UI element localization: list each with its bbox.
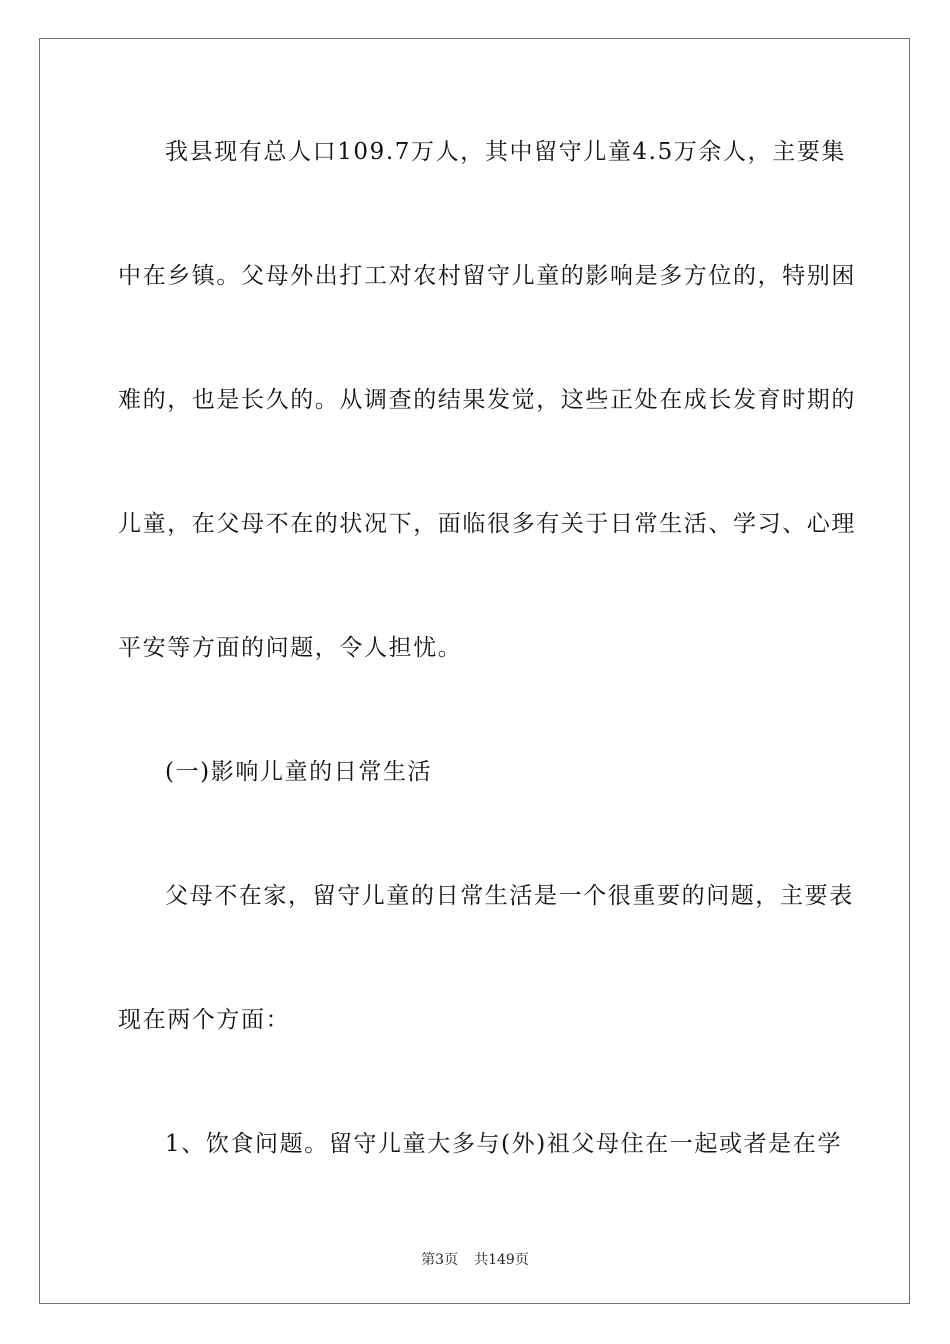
paragraph-line: 我县现有总人口109.7万人，其中留守儿童4.5万余人，主要集 — [165, 139, 847, 165]
paragraph-line: 1、饮食问题。留守儿童大多与(外)祖父母住在一起或者是在学 — [165, 1131, 842, 1157]
paragraph-line: 儿童，在父母不在的状况下，面临很多有关于日常生活、学习、心理 — [118, 511, 856, 537]
page-number-current: 第3页 — [421, 1252, 459, 1268]
paragraph-line: 难的，也是长久的。从调查的结果发觉，这些正处在成长发育时期的 — [118, 387, 856, 413]
section-heading: (一)影响儿童的日常生活 — [165, 759, 433, 785]
paragraph-line: 平安等方面的问题，令人担忧。 — [118, 635, 463, 661]
page-footer — [0, 1249, 950, 1269]
paragraph-line: 现在两个方面： — [118, 1007, 291, 1033]
page-number-total: 共149页 — [474, 1252, 529, 1268]
paragraph-line: 中在乡镇。父母外出打工对农村留守儿童的影响是多方位的，特别困 — [118, 263, 856, 289]
page-border — [39, 38, 910, 1304]
paragraph-line: 父母不在家，留守儿童的日常生活是一个很重要的问题，主要表 — [165, 883, 854, 909]
